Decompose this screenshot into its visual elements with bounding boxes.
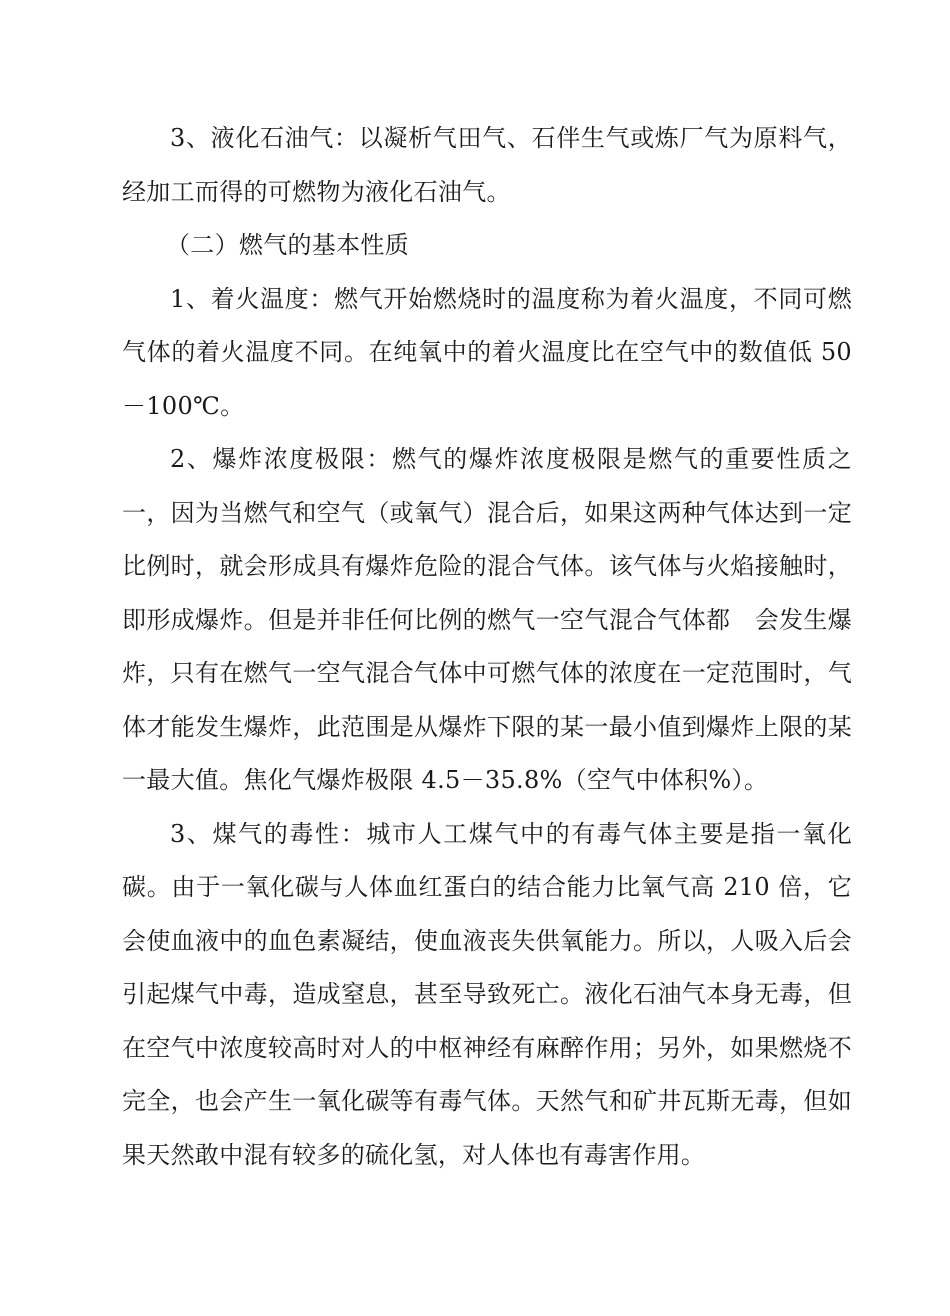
paragraph-lpg-definition: 3、液化石油气：以凝析气田气、石伴生气或炼厂气为原料气，经加工而得的可燃物为液化石油气。 [122, 124, 852, 206]
document-body [122, 112, 852, 1182]
paragraph-gas-toxicity: 3、煤气的毒性：城市人工煤气中的有毒气体主要是指一氧化碳。由于一氧化碳与人体血红蛋白的结合能力比氧气高 210 倍，它会使血液中的血色素凝结，使血液丧失供氧能力。所以，人吸入后会引起煤气中毒，造成窒息，甚至导致死亡。液化石油气本身无毒，但在空气中浓度较高时对人的中枢神经有麻醉作用；另外，如果燃烧不完全，也会产生一氧化碳等有毒气体。天然气和矿井瓦斯无毒，但如果天然敢中混有较多的硫化氢，对人体也有毒害作用。 [122, 819, 852, 1169]
paragraph-ignition-temperature: 1、着火温度：燃气开始燃烧时的温度称为着火温度，不同可燃气体的着火温度不同。在纯氧中的着火温度比在空气中的数值低 50－100℃。 [122, 284, 852, 420]
paragraph-explosion-limits: 2、爆炸浓度极限：燃气的爆炸浓度极限是燃气的重要性质之一，因为当燃气和空气（或氧气）混合后，如果这两种气体达到一定比例时，就会形成具有爆炸危险的混合气体。该气体与火焰接触时，即形成爆炸。但是并非任何比例的燃气一空气混合气体都 会发生爆炸，只有在燃气一空气混合气体中可燃气体的浓度在一定范围时，气体才能发生爆炸，此范围是从爆炸下限的某一最小值到爆炸上限的某一最大值。焦化气爆炸极限 4.5－35.8%（空气中体积%）。 [122, 445, 852, 794]
section-heading-gas-properties: （二）燃气的基本性质 [166, 231, 409, 259]
